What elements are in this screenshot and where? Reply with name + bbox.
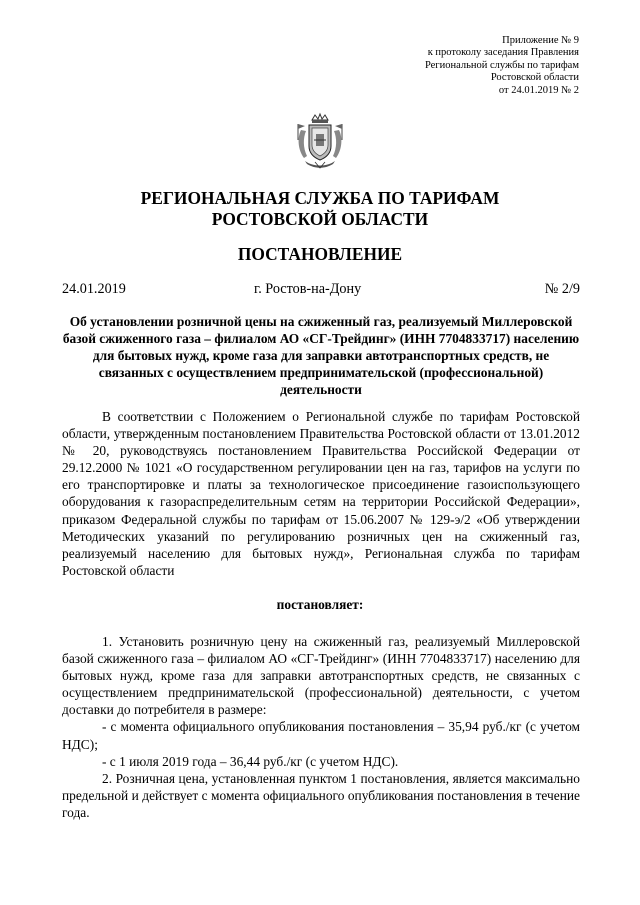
annex-line: Приложение № 9 [502,35,579,46]
document-type: ПОСТАНОВЛЕНИЕ [237,244,403,264]
annex-line: к протоколу заседания Правления [427,47,579,59]
org-line: РЕГИОНАЛЬНАЯ СЛУЖБА ПО ТАРИФАМ [140,188,500,208]
document-subject: Об установлении розничной цены на сжиженный газ, реализуемый Миллеровской базой сжиженного газа – филиалом АО «СГ-Трейдинг» (ИНН 7704833717) населению для бытовых нужд, кроме газа для заправки автотранспортных средств, не связанных с осуществлением предпринимательской (профессиональной) деятельности [62,314,580,397]
resolution-items [62,633,580,821]
item-1-price-a: - с момента официального опубликования постановления – 35,94 руб./кг (с учетом НДС); [62,719,580,752]
decree-word: постановляет: [276,597,364,612]
document-date: 24.01.2019 [62,281,126,297]
annex-line: от 24.01.2019 № 2 [498,84,579,96]
item-1: 1. Установить розничную цену на сжиженный газ, реализуемый Миллеровской базой сжиженного газа – филиалом АО «СГ-Трейдинг» (ИНН 7704833717) населению для бытовых нужд, кроме газа для заправки автотранспортных средств, не связанных с осуществлением предпринимательской (профессиональной) деятельности, с учетом доставки до потребителя в размере: [62,634,580,718]
document-city: г. Ростов-на-Дону [254,281,362,297]
preamble-block [62,408,580,579]
annex-line: Ростовской области [490,72,579,84]
preamble-paragraph: В соответствии с Положением о Региональной службе по тарифам Ростовской области, утвержденным постановлением Правительства Ростовской области от 13.01.2012 № 20, руководствуясь постановлением Правительства Российской Федерации от 29.12.2000 № 1021 «О государственном регулировании цен на газ, тарифов на услуги по его транспортировке и платы за технологическое присоединение газоиспользующего оборудования к газораспределительным сетям на территории Российской Федерации», приказом Федеральной службы по тарифам от 15.06.2007 № 129-э/2 «Об утверждении Методических указаний по регулированию розничных цен на сжиженный газ, реализуемый населению для бытовых нужд», Региональная служба по тарифам Ростовской области [62,409,580,578]
org-line: РОСТОВСКОЙ ОБЛАСТИ [211,209,429,229]
document-number: № 2/9 [544,281,580,297]
annex-line: Региональной службы по тарифам [424,59,579,71]
coat-of-arms-icon [295,112,345,170]
annex-note [339,35,579,97]
item-1-price-b: - с 1 июля 2019 года – 36,44 руб./кг (с учетом НДС). [102,753,399,769]
item-2: 2. Розничная цена, установленная пунктом 1 постановления, является максимально предельной и действует с момента официального опубликования постановления в течение года. [62,770,580,820]
organization-name [0,188,640,230]
document-meta [62,281,580,299]
